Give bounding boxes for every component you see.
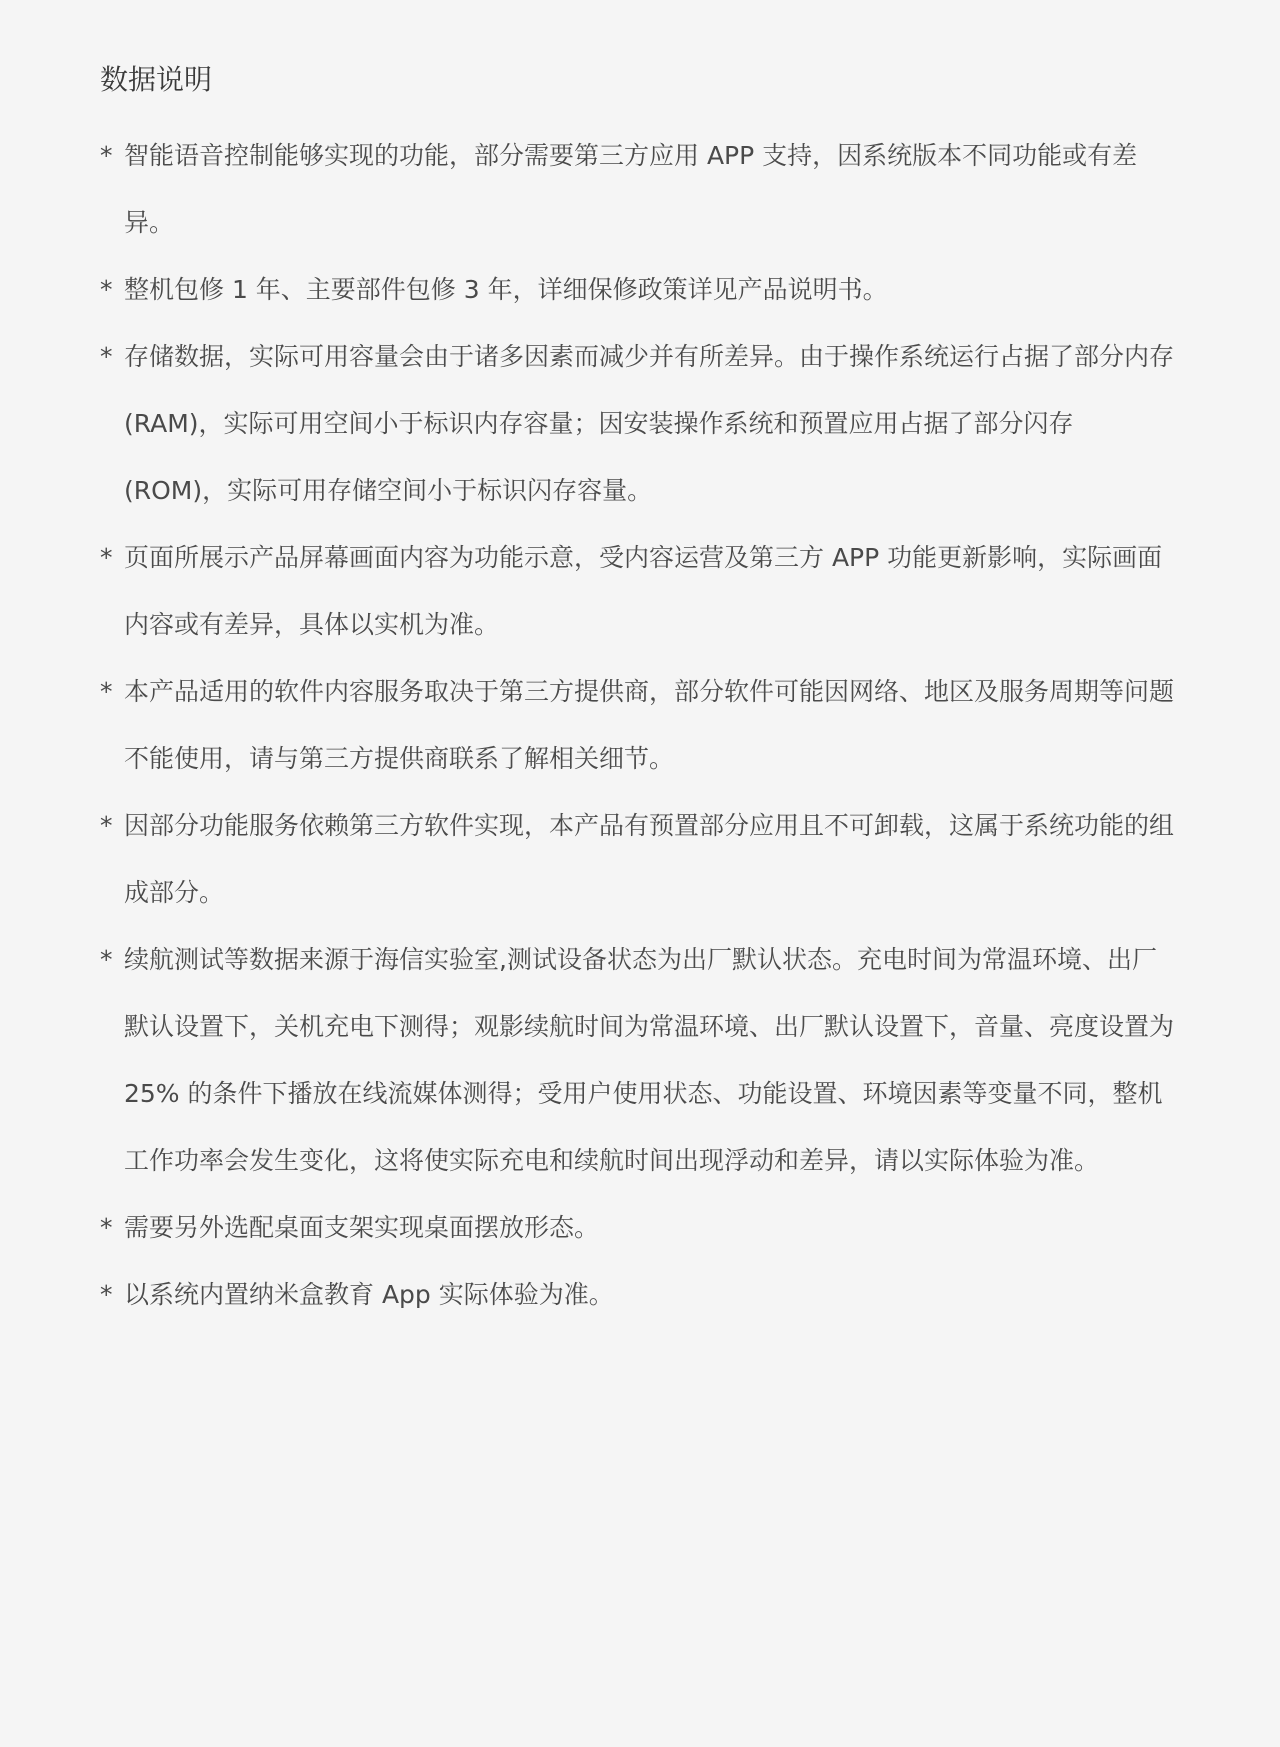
note-text: 页面所展示产品屏幕画面内容为功能示意，受内容运营及第三方 APP 功能更新影响，实际画面内容或有差异，具体以实机为准。 [124, 543, 1163, 639]
note-item [100, 323, 1180, 524]
asterisk-bullet: * [100, 543, 113, 572]
note-text: 以系统内置纳米盒教育 App 实际体验为准。 [124, 1280, 614, 1309]
note-text: 存储数据，实际可用容量会由于诸多因素而减少并有所差异。由于操作系统运行占据了部分内存 (RAM)，实际可用空间小于标识内存容量；因安装操作系统和预置应用占据了部分闪存 (ROM)，实际可用存储空间小于标识闪存容量。 [124, 342, 1175, 505]
asterisk-bullet: * [100, 1213, 113, 1242]
note-item [100, 524, 1180, 658]
note-item [100, 1261, 1180, 1328]
note-item [100, 792, 1180, 926]
note-item [100, 256, 1180, 323]
note-text: 整机包修 1 年、主要部件包修 3 年，详细保修政策详见产品说明书。 [124, 275, 888, 304]
notes-list [100, 122, 1180, 1328]
note-item [100, 1194, 1180, 1261]
asterisk-bullet: * [100, 677, 113, 706]
asterisk-bullet: * [100, 275, 113, 304]
note-text: 需要另外选配桌面支架实现桌面摆放形态。 [124, 1213, 600, 1242]
asterisk-bullet: * [100, 141, 113, 170]
note-item [100, 122, 1180, 256]
section-heading: 数据说明 [100, 63, 213, 96]
note-item [100, 926, 1180, 1194]
asterisk-bullet: * [100, 342, 113, 371]
note-text: 续航测试等数据来源于海信实验室,测试设备状态为出厂默认状态。充电时间为常温环境、出厂默认设置下，关机充电下测得；观影续航时间为常温环境、出厂默认设置下，音量、亮度设置为 25% 的条件下播放在线流媒体测得；受用户使用状态、功能设置、环境因素等变量不同，整机工作功率会发生变化，这将使实际充电和续航时间出现浮动和差异，请以实际体验为准。 [124, 945, 1175, 1175]
note-text: 因部分功能服务依赖第三方软件实现，本产品有预置部分应用且不可卸载，这属于系统功能的组成部分。 [124, 811, 1175, 907]
asterisk-bullet: * [100, 811, 113, 840]
asterisk-bullet: * [100, 1280, 113, 1309]
note-text: 本产品适用的软件内容服务取决于第三方提供商，部分软件可能因网络、地区及服务周期等问题不能使用，请与第三方提供商联系了解相关细节。 [124, 677, 1175, 773]
asterisk-bullet: * [100, 945, 113, 974]
note-text: 智能语音控制能够实现的功能，部分需要第三方应用 APP 支持，因系统版本不同功能或有差异。 [124, 141, 1138, 237]
note-item [100, 658, 1180, 792]
